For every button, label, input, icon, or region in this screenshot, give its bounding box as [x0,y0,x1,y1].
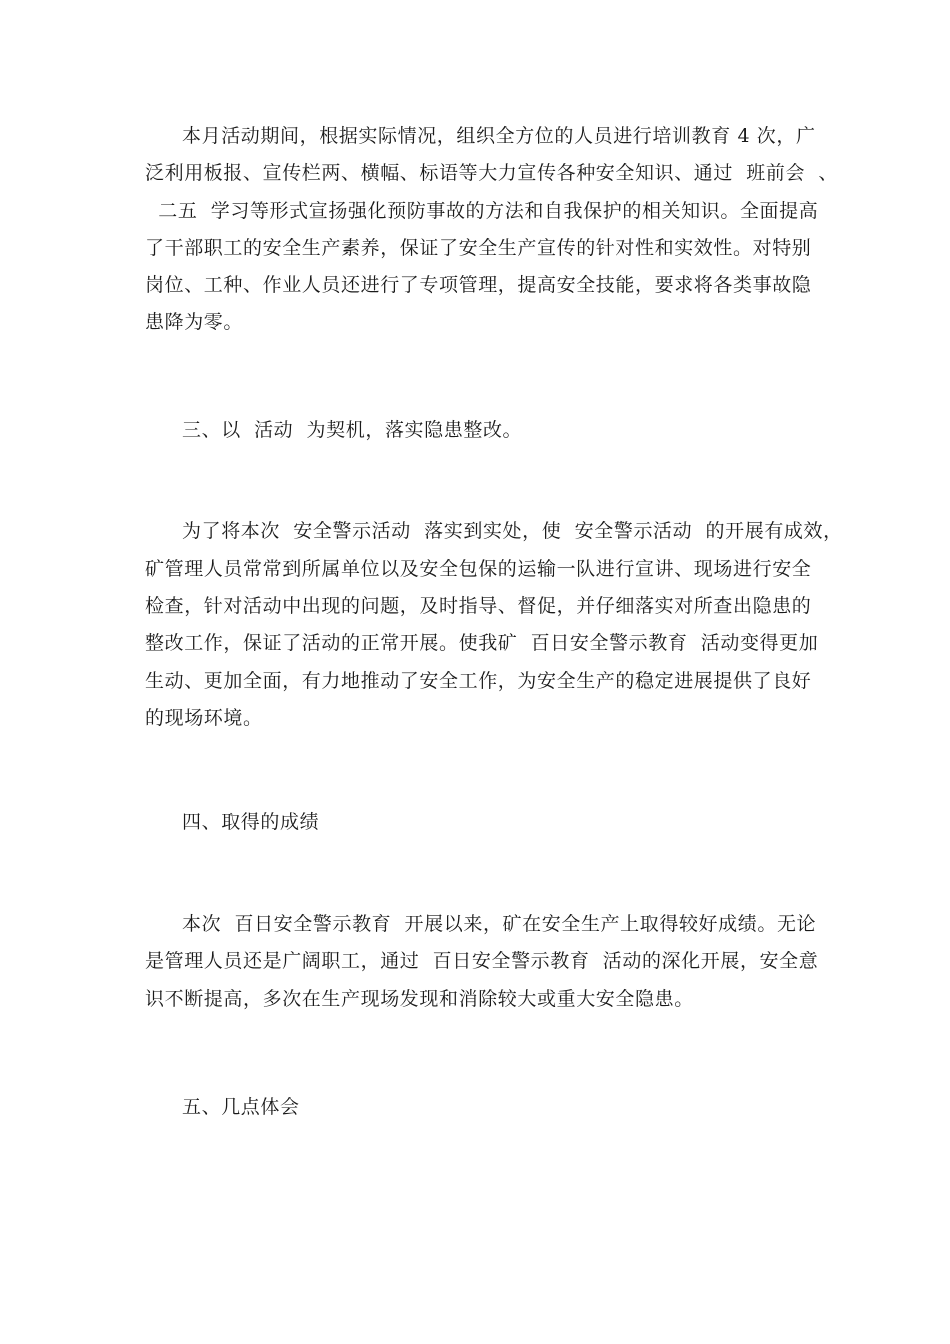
paragraph-line: 检查，针对活动中出现的问题，及时指导、督促，并仔细落实对所查出隐患的 [145,595,812,617]
paragraph-line: 整改工作，保证了活动的正常开展。使我矿 百日安全警示教育 活动变得更加 [145,632,819,654]
section-heading-4: 四、取得的成绩 [182,811,320,833]
paragraph-line: 本月活动期间，根据实际情况，组织全方位的人员进行培训教育 4 次，广 [182,125,816,147]
paragraph-line: 泛利用板报、宣传栏两、横幅、标语等大力宣传各种安全知识、通过 班前会 、 [145,162,838,184]
paragraph-line: 患降为零。 [145,311,244,333]
paragraph-line: 二五 学习等形式宣扬强化预防事故的方法和自我保护的相关知识。全面提高 [145,200,819,222]
paragraph-line: 矿管理人员常常到所属单位以及安全包保的运输一队进行宣讲、现场进行安全 [145,558,812,580]
paragraph-line: 的现场环境。 [145,707,263,729]
paragraph-line: 识不断提高，多次在生产现场发现和消除较大或重大安全隐患。 [145,988,694,1010]
paragraph-line: 生动、更加全面，有力地推动了安全工作，为安全生产的稳定进展提供了良好 [145,670,812,692]
paragraph-line: 了干部职工的安全生产素养，保证了安全生产宣传的针对性和实效性。对特别 [145,237,812,259]
paragraph-line: 本次 百日安全警示教育 开展以来，矿在安全生产上取得较好成绩。无论 [182,913,817,935]
paragraph-line: 是管理人员还是广阔职工，通过 百日安全警示教育 活动的深化开展，安全意 [145,950,819,972]
section-heading-5: 五、几点体会 [182,1096,300,1118]
paragraph-line: 岗位、工种、作业人员还进行了专项管理，提高安全技能，要求将各类事故隐 [145,274,812,296]
paragraph-line: 为了将本次 安全警示活动 落实到实处，使 安全警示活动 的开展有成效， [182,520,843,542]
section-heading-3: 三、以 活动 为契机，落实隐患整改。 [182,419,523,441]
